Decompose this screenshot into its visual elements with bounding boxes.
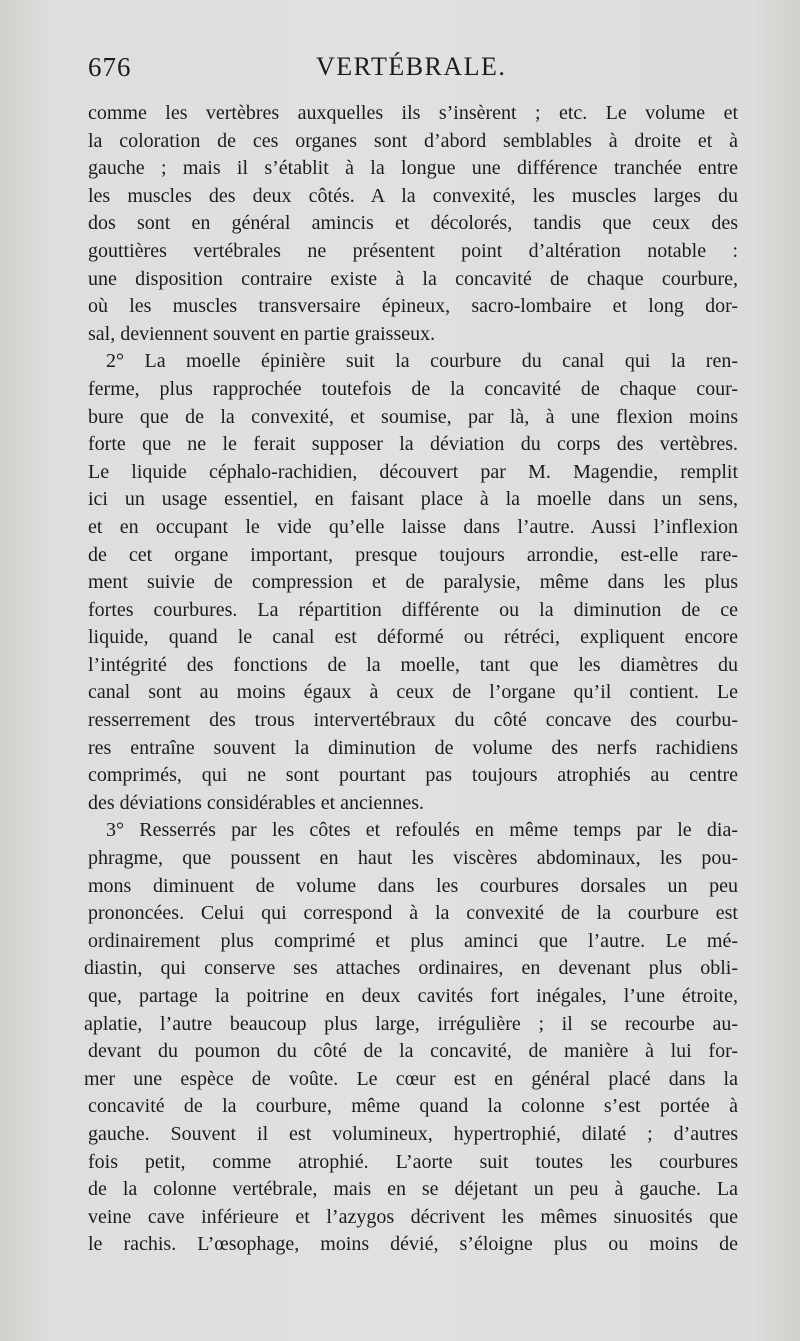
text-line: ordinairement plus comprimé et plus aminci que l’autre. Le mé- — [88, 929, 738, 952]
text-line: de la colonne vertébrale, mais en se déjetant un peu à gauche. La — [88, 1178, 738, 1201]
text-line: dos sont en général amincis et décolorés, tandis que ceux des — [88, 212, 738, 235]
text-line: aplatie, l’autre beaucoup plus large, irrégulière ; il se recourbe au- — [84, 1012, 738, 1035]
text-line: gouttières vertébrales ne présentent point d’altération notable : — [88, 239, 738, 262]
text-line: comme les vertèbres auxquelles ils s’insèrent ; etc. Le volume et — [88, 102, 738, 124]
text-line: 3° Resserrés par les côtes et refoulés en même temps par le dia- — [106, 819, 738, 842]
text-line: concavité de la courbure, même quand la colonne s’est portée à — [88, 1095, 738, 1118]
text-line: mer une espèce de voûte. Le cœur est en général placé dans la — [84, 1067, 738, 1090]
text-line: phragme, que poussent en haut les viscères abdominaux, les pou- — [88, 847, 738, 870]
text-line: devant du poumon du côté de la concavité, de manière à lui for- — [88, 1040, 738, 1063]
text-line: le rachis. L’œsophage, moins dévié, s’éloigne plus ou moins de — [88, 1233, 738, 1256]
text-line: liquide, quand le canal est déformé ou rétréci, expliquent encore — [88, 626, 738, 649]
text-line: comprimés, qui ne sont pourtant pas toujours atrophiés au centre — [88, 764, 738, 787]
text-line: mons diminuent de volume dans les courbures dorsales un peu — [88, 874, 738, 897]
text-line: 2° La moelle épinière suit la courbure du canal qui la ren- — [106, 350, 738, 373]
text-line: ment suivie de compression et de paralysie, même dans les plus — [88, 571, 738, 594]
text-line: de cet organe important, presque toujours arrondie, est-elle rare- — [88, 543, 738, 566]
text-line: fortes courbures. La répartition différente ou la diminution de ce — [88, 598, 738, 621]
text-line: fois petit, comme atrophié. L’aorte suit toutes les courbures — [88, 1150, 738, 1173]
page-number: 676 — [88, 52, 132, 82]
text-line: la coloration de ces organes sont d’abord semblables à droite et à — [88, 129, 738, 152]
text-line: gauche ; mais il s’établit à la longue une différence tranchée entre — [88, 157, 738, 180]
text-line: diastin, qui conserve ses attaches ordinaires, en devenant plus obli- — [84, 957, 738, 980]
text-line: sal, deviennent souvent en partie graisseux. — [88, 322, 436, 345]
body-text — [84, 100, 738, 1259]
text-line: l’intégrité des fonctions de la moelle, tant que les diamètres du — [88, 653, 738, 676]
text-line: et en occupant le vide qu’elle laisse dans l’autre. Aussi l’inflexion — [88, 515, 738, 538]
page-header — [88, 52, 738, 88]
text-line: ici un usage essentiel, en faisant place à la moelle dans un sens, — [88, 488, 738, 511]
text-line: bure que de la convexité, et soumise, par là, à une flexion moins — [88, 405, 738, 428]
text-line: Le liquide céphalo-rachidien, découvert par M. Magendie, remplit — [88, 460, 738, 483]
running-title: VERTÉBRALE. — [316, 52, 507, 81]
text-line: forte que ne le ferait supposer la déviation du corps des vertèbres. — [88, 433, 738, 456]
text-line: canal sont au moins égaux à ceux de l’organe qu’il contient. Le — [88, 681, 738, 704]
text-line: des déviations considérables et anciennes. — [88, 791, 424, 814]
text-line: une disposition contraire existe à la concavité de chaque courbure, — [88, 267, 738, 290]
text-line: que, partage la poitrine en deux cavités fort inégales, l’une étroite, — [88, 985, 738, 1007]
text-line: gauche. Souvent il est volumineux, hypertrophié, dilaté ; d’autres — [88, 1122, 738, 1145]
text-line: où les muscles transversaire épineux, sacro-lombaire et long dor- — [88, 295, 738, 318]
text-line: veine cave inférieure et l’azygos décrivent les mêmes sinuosités que — [88, 1205, 738, 1228]
text-line: les muscles des deux côtés. A la convexité, les muscles larges du — [88, 184, 738, 207]
text-line: ferme, plus rapprochée toutefois de la concavité de chaque cour- — [88, 377, 738, 400]
text-line: resserrement des trous intervertébraux du côté concave des courbu- — [88, 709, 738, 732]
text-line: prononcées. Celui qui correspond à la convexité de la courbure est — [88, 902, 738, 925]
text-line: res entraîne souvent la diminution de volume des nerfs rachidiens — [88, 736, 738, 759]
